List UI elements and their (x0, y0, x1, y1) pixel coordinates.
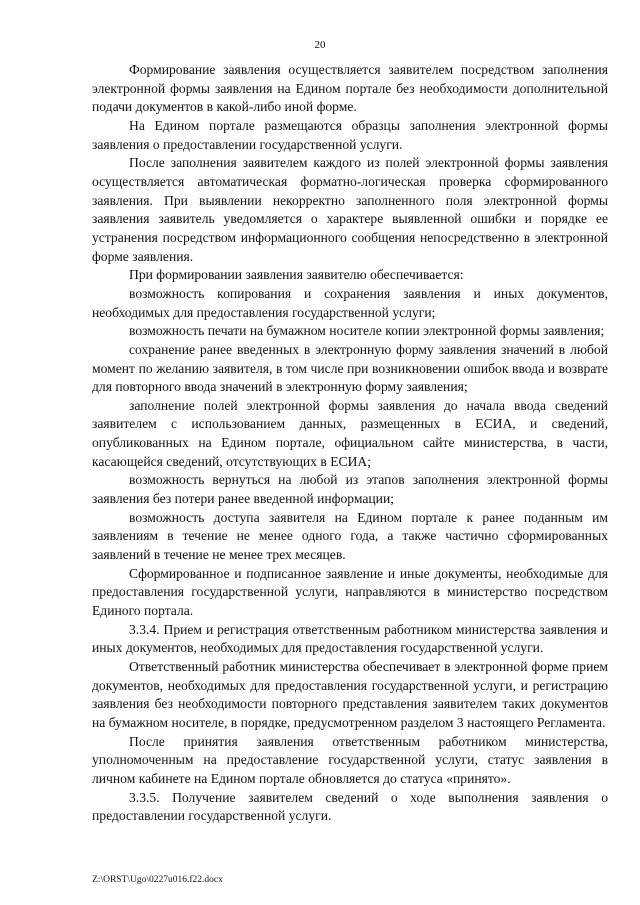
section-heading: 3.3.4. Прием и регистрация ответственным работником министерства заявления и иных документов, необходимых для предоставления государственной услуги. (92, 621, 608, 656)
list-item: возможность копирования и сохранения заявления и иных документов, необходимых для предоставления государственной услуги; (92, 285, 608, 320)
paragraph: Сформированное и подписанное заявление и иные документы, необходимые для предоставления государственной услуги, направляются в министерство посредством Единого портала. (92, 565, 608, 619)
document-body (92, 61, 608, 826)
list-item: возможность печати на бумажном носителе копии электронной формы заявления; (129, 323, 605, 339)
list-item: сохранение ранее введенных в электронную форму заявления значений в любой момент по желанию заявителя, в том числе при возникновении ошибок ввода и возврате для повторного ввода значений в электронную форму заявления; (92, 341, 608, 395)
paragraph: После принятия заявления ответственным работником министерства, уполномоченным на предоставление государственной услуги, статус заявления в личном кабинете на Едином портале обновляется до статуса «принято». (92, 733, 608, 786)
section-heading: 3.3.5. Получение заявителем сведений о ходе выполнения заявления о предоставлении государственной услуги. (92, 789, 608, 824)
list-item: возможность доступа заявителя на Едином портале к ранее поданным им заявлениям в течение не менее одного года, а также частично сформированных заявлений в течение не менее трех месяцев. (92, 509, 608, 563)
list-item: возможность вернуться на любой из этапов заполнения электронной формы заявления без потери ранее введенной информации; (92, 472, 608, 507)
paragraph: На Едином портале размещаются образцы заполнения электронной формы заявления о предоставлении государственной услуги. (92, 117, 608, 152)
list-item: заполнение полей электронной формы заявления до начала ввода сведений заявителем с использованием данных, размещенных в ЕСИА, и сведений, опубликованных на Едином портале, официальном сайте министерства, в части, касающейся сведений, отсутствующих в ЕСИА; (92, 397, 608, 469)
footer-file-path: Z:\ORST\Ugo\0227u016.f22.docx (92, 875, 223, 885)
paragraph: Ответственный работник министерства обеспечивает в электронной форме прием документов, необходимых для предоставления государственной услуги, и регистрацию заявления без необходимости повторного представления заявителем таких документов на бумажном носителе, в порядке, предусмотренном разделом 3 настоящего Регламента. (92, 659, 608, 730)
paragraph: Формирование заявления осуществляется заявителем посредством заполнения электронной формы заявления на Едином портале без необходимости дополнительной подачи документов в какой-либо иной форме. (92, 62, 608, 115)
page-number: 20 (314, 39, 326, 51)
paragraph: После заполнения заявителем каждого из полей электронной формы заявления осуществляется автоматическая форматно-логическая проверка сформированного заявления. При выявлении некорректно заполненного поля электронной формы заявления заявитель уведомляется о характере выявленной ошибки и порядке ее устранения посредством информационного сообщения непосредственно в электронной форме заявления. (92, 155, 608, 264)
paragraph: При формировании заявления заявителю обеспечивается: (129, 267, 464, 283)
